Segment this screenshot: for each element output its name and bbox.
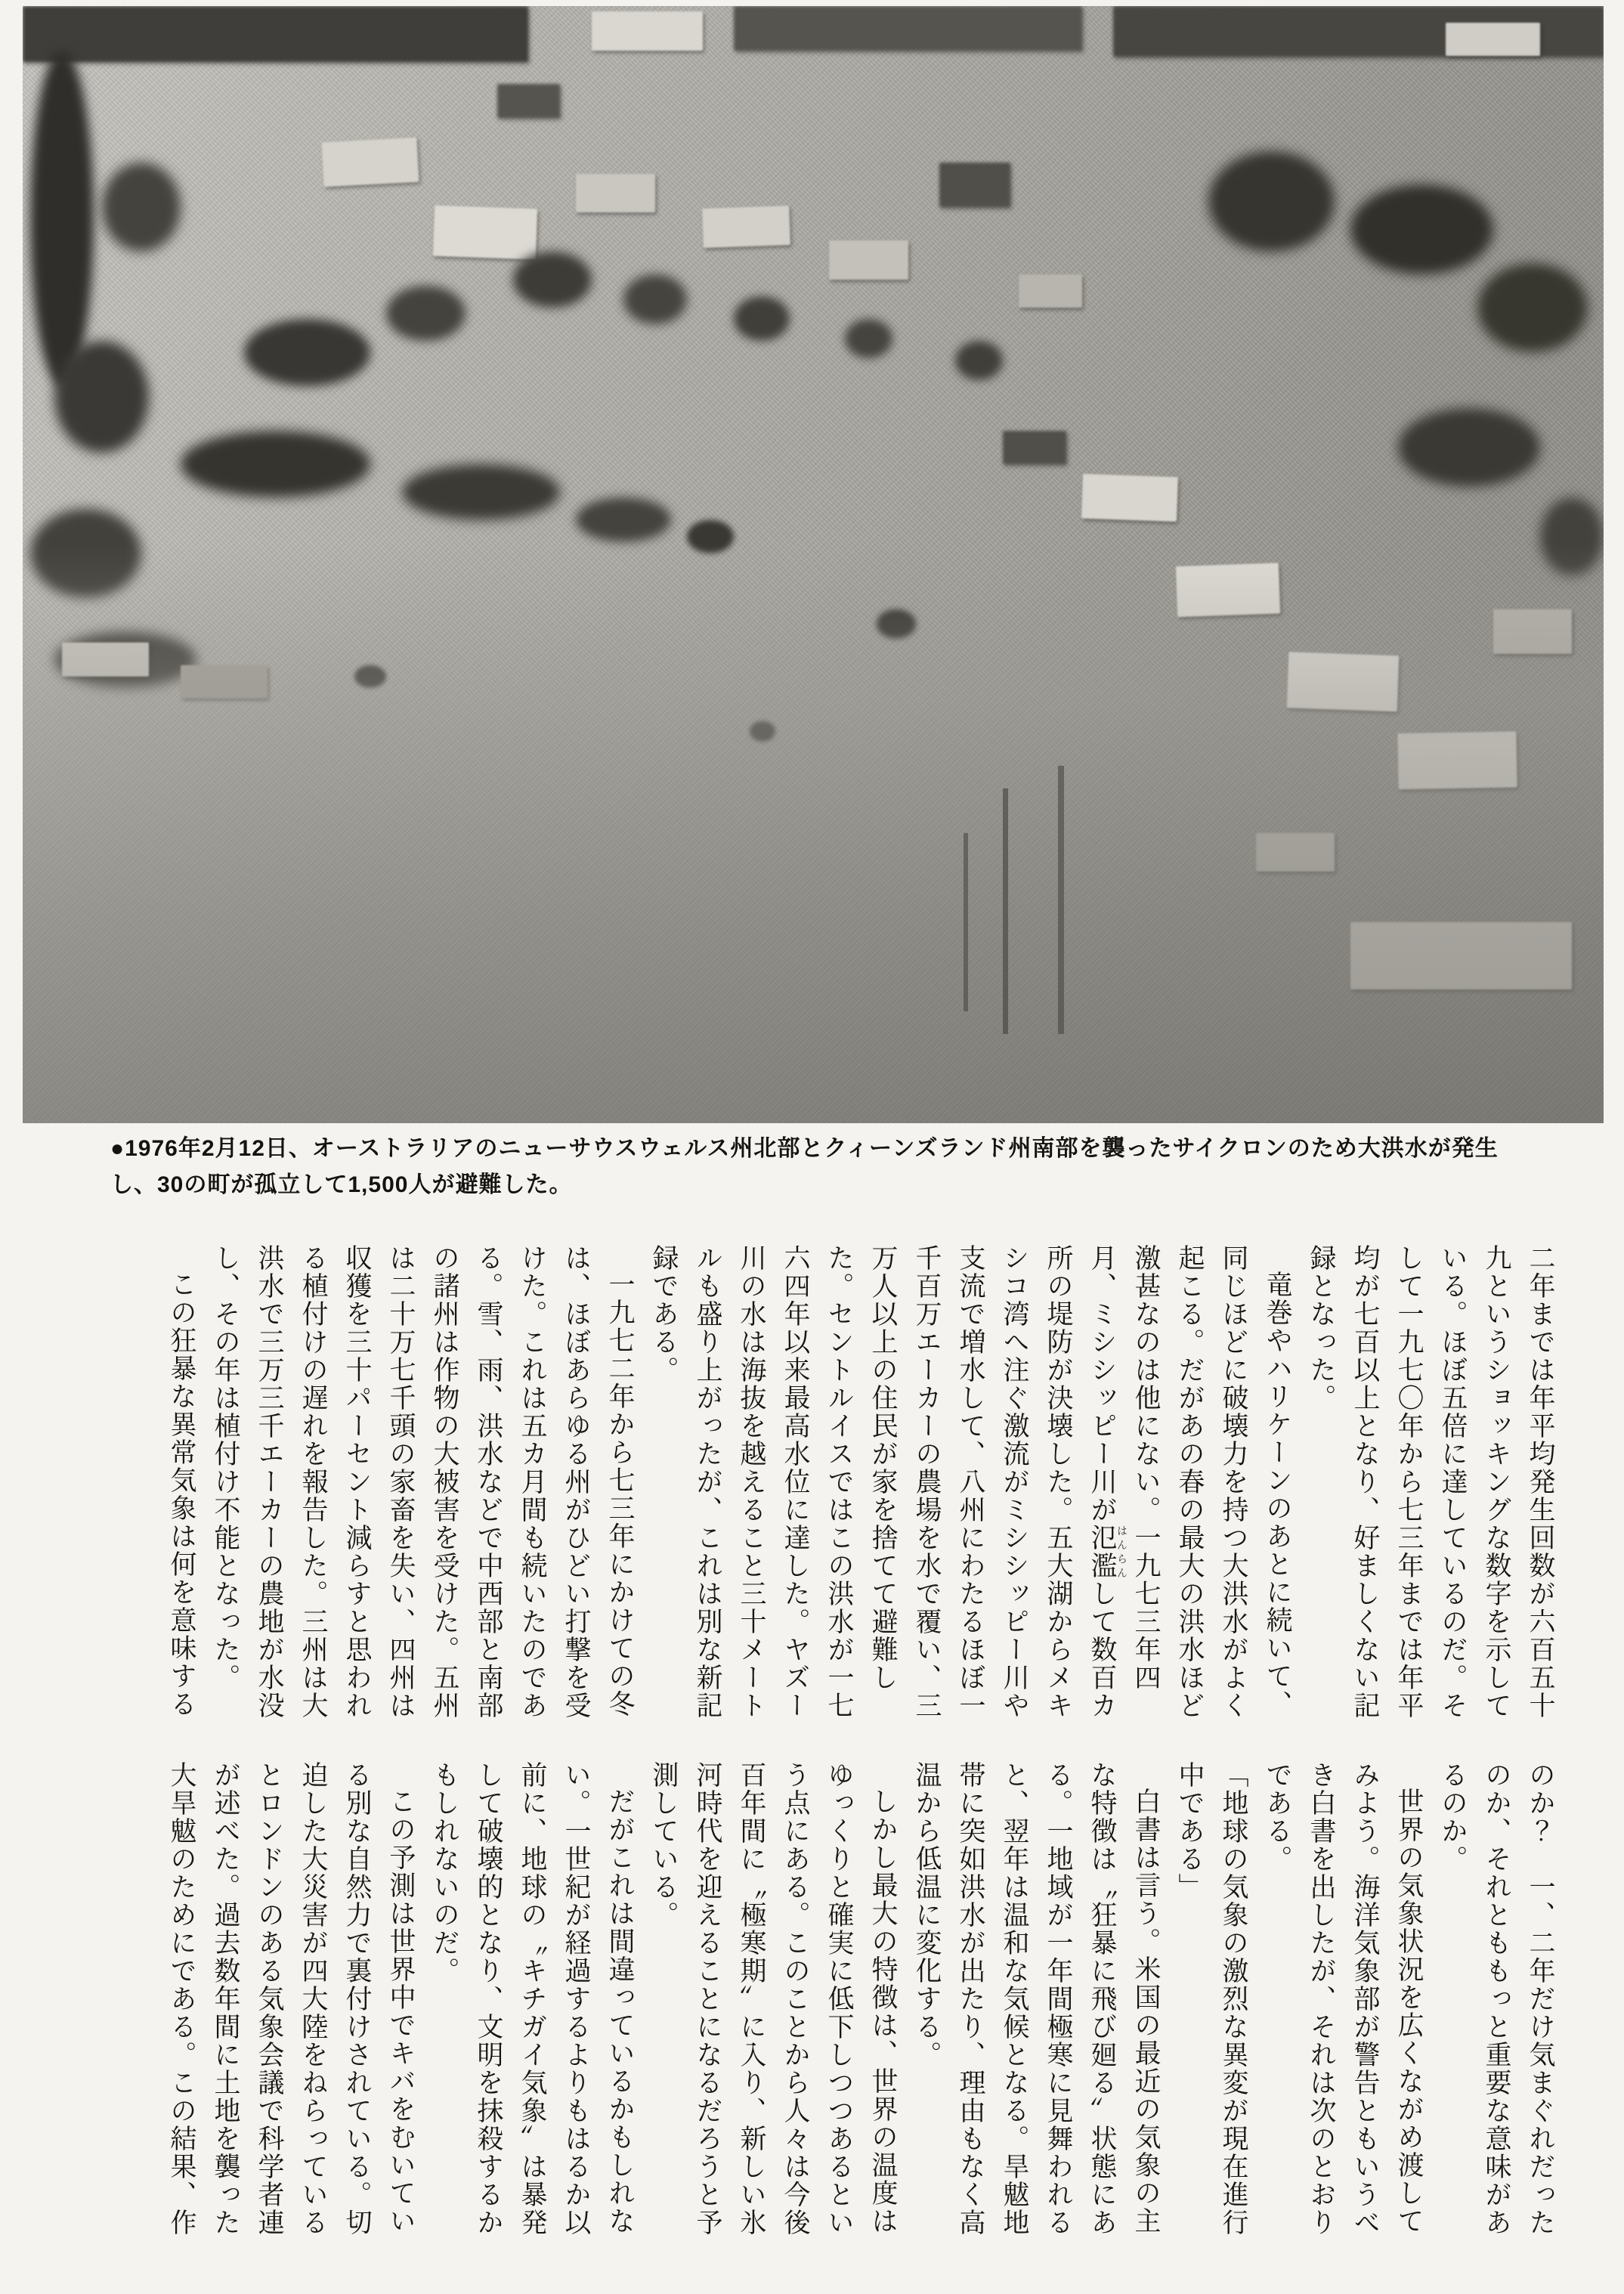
tree-cluster	[402, 464, 560, 520]
building-roof	[1286, 652, 1399, 712]
building-roof	[1446, 23, 1541, 56]
tree-cluster	[845, 319, 892, 358]
building-roof	[1397, 731, 1517, 789]
tree-cluster	[1477, 263, 1588, 352]
tree-cluster	[1350, 184, 1493, 274]
article-paragraph: 白書は言う。米国の最近の気象の主な特徴は〝狂暴に飛び廻る〟状態にある。一地域が一年間極寒に見舞われると、翌年は温和な気候となる。旱魃地帯に突如洪水が出たり、理由もなく高温から低温に変化する。	[912, 1761, 1161, 2237]
building-roof	[1350, 922, 1572, 989]
building-roof	[1176, 563, 1280, 617]
tree-cluster	[102, 163, 181, 252]
building-roof	[1493, 609, 1573, 654]
building-roof	[23, 6, 528, 62]
article-paragraph: この予測は世界中でキバをむいている別な自然力で裏付けされている。切迫した大災害が四大陸をねらっているとロンドンのある気象会議で科学者連が述べた。過去数年間に土地を襲った大旱魃のためにである。この結果、作	[167, 1761, 416, 2237]
article-text-lower-band	[132, 1761, 1562, 2240]
tree-cluster	[623, 274, 687, 325]
article-paragraph: のか？ 一、二年だけ気まぐれだったのか、それとももっと重要な意味があるのか。	[1438, 1761, 1555, 2237]
debris-blob	[750, 721, 775, 741]
article-paragraph: この狂暴な異常気象は何を意味する	[167, 1271, 196, 1718]
photo-caption-line-2: し、30の町が孤立して1,500人が避難した。	[110, 1172, 573, 1197]
building-roof	[939, 163, 1010, 207]
tree-cluster	[955, 341, 1003, 380]
tree-cluster	[244, 319, 370, 386]
building-roof	[1003, 431, 1066, 464]
tree-cluster	[386, 286, 466, 342]
building-roof	[1019, 274, 1082, 308]
utility-pole	[1003, 788, 1008, 1034]
flood-aerial-photo	[23, 6, 1604, 1123]
tree-cluster	[734, 296, 789, 341]
building-roof	[181, 665, 268, 698]
article-paragraph: 「地球の気象の激烈な異変が現在進行中である」	[1175, 1761, 1248, 2237]
tree-cluster	[30, 51, 94, 385]
debris-blob	[687, 520, 735, 553]
debris-blob	[877, 609, 916, 638]
building-roof	[829, 240, 908, 280]
article-paragraph: 二年までは年平均発生回数が六百五十九というショッキングな数字を示している。ほぼ五倍に達しているのだ。そして一九七〇年から七三年までは年平均が七百以上となり、好ましくない記録となった。	[1307, 1244, 1555, 1720]
article-paragraph: だがこれは間違っているかもしれない。一世紀が経過するよりもはるか以前に、地球の〝キチガイ気象〟は暴発して破壊的となり、文明を抹殺するかもしれないのだ。	[430, 1761, 635, 2237]
article-paragraph: しかし最大の特徴は、世界の温度はゆっくりと確実に低下しつつあるという点にある。このことから人々は今後百年間に〝極寒期〟に入り、新しい氷河時代を迎えることになるだろうと予測している。	[649, 1761, 898, 2237]
article-paragraph: 世界の気象状況を広くながめ渡してみよう。海洋気象部が警告ともいうべき白書を出したが、それは次のとおりである。	[1263, 1761, 1424, 2237]
article-paragraph: 一九七二年から七三年にかけての冬は、ほぼあらゆる州がひどい打撃を受けた。これは五カ月間も続いたのである。雪、雨、洪水などで中西部と南部の諸州は作物の大被害を受けた。五州は二十万七千頭の家畜を失い、四州は収獲を三十パーセント減らすと思われる植付けの遅れを報告した。三州は大洪水で三万三千エーカーの農地が水没し、その年は植付け不能となった。	[211, 1244, 635, 1720]
building-roof	[62, 642, 149, 676]
photo-caption	[110, 1131, 1546, 1203]
tree-cluster	[1398, 408, 1540, 486]
tree-cluster	[54, 341, 150, 453]
tree-cluster	[1208, 151, 1335, 252]
photo-caption-line-1: ●1976年2月12日、オーストラリアのニューサウスウェルス州北部とクィーンズランド州南部を襲ったサイクロンのため大洪水が発生	[110, 1136, 1499, 1161]
building-roof	[322, 138, 419, 187]
building-roof	[702, 206, 790, 248]
building-roof	[734, 6, 1081, 51]
building-roof	[1081, 474, 1178, 522]
utility-pole	[964, 833, 968, 1011]
building-roof	[433, 206, 537, 259]
building-roof	[1256, 833, 1335, 872]
ruby-annotated-word: 氾濫はんらん	[1087, 1524, 1127, 1580]
tree-cluster	[1540, 497, 1604, 575]
article-paragraph: 竜巻やハリケーンのあとに続いて、同じほどに破壊力を持つ大洪水がよく起こる。だがあの春の最大の洪水ほど激甚なのは他にない。一九七三年四月、ミシシッピー川が氾濫はんらんして数百カ所の堤防が決壊した。五大湖からメキシコ湾へ注ぐ激流がミシシッピー川や支流で増水して、八州にわたるほぼ一千百万エーカーの農場を水で覆い、三万人以上の住民が家を捨てて避難した。セントルイスではこの洪水が一七六四年以来最高水位に達した。ヤズー川の水は海抜を越えること三十メートルも盛り上がったが、これは別な新記録である。	[649, 1244, 1292, 1720]
building-roof	[576, 174, 655, 213]
tree-cluster	[181, 431, 370, 498]
building-roof	[497, 84, 561, 117]
tree-cluster	[576, 497, 671, 542]
article-text-upper-band	[132, 1244, 1562, 1723]
tree-cluster	[513, 252, 592, 308]
debris-blob	[354, 665, 386, 688]
utility-pole	[1058, 766, 1063, 1034]
tree-cluster	[30, 509, 141, 598]
building-roof	[592, 11, 702, 51]
